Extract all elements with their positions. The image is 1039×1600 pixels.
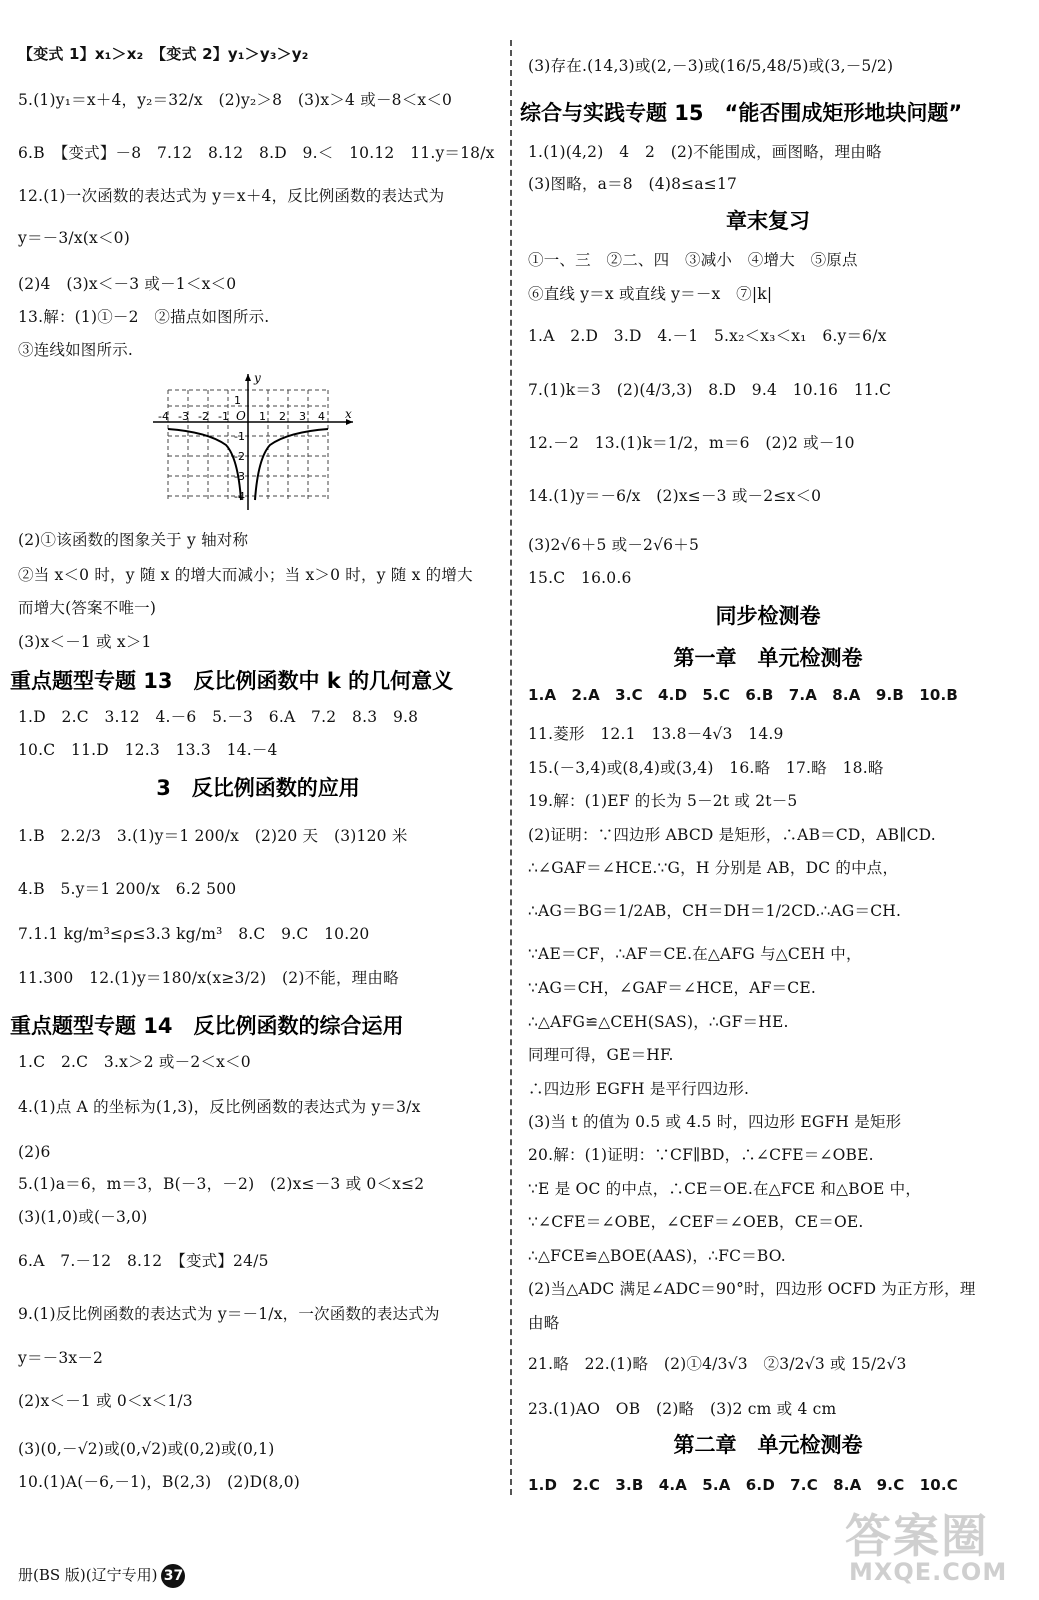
left-answer-line: 10.C 11.D 12.3 13.3 14.－4 [18,741,278,759]
right-answer-line: ∴∠GAF＝∠HCE.∵G，H 分别是 AB，DC 的中点， [528,859,899,877]
right-answer-line: 23.(1)AO OB (2)略 (3)2 cm 或 4 cm [528,1400,837,1418]
left-answer-line: 1.B 2.2/3 3.(1)y＝1 200/x (2)20 天 (3)120 米 [18,827,408,845]
x-tick-label: -3 [178,410,189,423]
right-section-heading: 同步检测卷 [715,604,821,628]
right-section-heading: 第二章 单元检测卷 [673,1433,863,1457]
left-answer-line: 4.B 5.y＝1 200/x 6.2 500 [18,880,237,898]
left-answer-line: (2)6 [18,1143,51,1161]
left-answer-line: 12.(1)一次函数的表达式为 y＝x＋4，反比例函数的表达式为 [18,187,445,205]
left-answer-line: (3)x＜－1 或 x＞1 [18,633,152,651]
y-tick-label: -2 [234,450,245,463]
function-graph [148,370,368,520]
y-tick-label: 1 [234,394,241,407]
right-answer-line: ①一、三 ②二、四 ③减小 ④增大 ⑤原点 [528,251,858,269]
right-answer-line: 19.解：(1)EF 的长为 5－2t 或 2t－5 [528,792,798,810]
left-answer-line: 11.300 12.(1)y＝180/x(x≥3/2) (2)不能，理由略 [18,969,399,987]
left-answer-line: (2)①该函数的图象关于 y 轴对称 [18,531,249,549]
right-answer-line: 同理可得，GE＝HF. [528,1046,674,1064]
x-axis-label: x [345,407,352,421]
right-answer-line: ∴四边形 EGFH 是平行四边形. [528,1080,750,1098]
right-answer-line: (2)证明：∵四边形 ABCD 是矩形，∴AB＝CD，AB∥CD. [528,826,936,844]
left-answer-line: 10.(1)A(－6,－1)，B(2,3) (2)D(8,0) [18,1473,301,1491]
page-footer [18,1564,185,1588]
watermark [835,1500,1025,1590]
curve-right [255,429,328,500]
right-answer-line: 21.略 22.(1)略 (2)①4/3√3 ②3/2√3 或 15/2√3 [528,1355,907,1373]
left-answer-line: 5.(1)y₁＝x＋4，y₂＝32/x (2)y₂＞8 (3)x＞4 或－8＜x＜0 [18,91,453,109]
left-section-heading: 3 反比例函数的应用 [156,776,360,800]
column-divider [510,40,512,1495]
left-answer-line: 4.(1)点 A 的坐标为(1,3)，反比例函数的表达式为 y＝3/x [18,1098,421,1116]
left-answer-line: 6.B 【变式】－8 7.12 8.12 8.D 9.＜ 10.12 11.y＝18/x [18,144,495,162]
right-answer-line: (3)2√6＋5 或－2√6＋5 [528,536,700,554]
x-tick-label: -1 [218,410,229,423]
y-tick-label: -4 [234,490,245,503]
left-answer-line: y＝－3/x(x＜0) [18,229,130,247]
left-answer-line: 而增大(答案不唯一) [18,599,157,617]
x-tick-label: 1 [259,410,266,423]
left-section-heading: 重点题型专题 14 反比例函数的综合运用 [10,1014,404,1038]
left-answer-line: y＝－3x－2 [18,1349,104,1367]
origin-label: O [236,409,246,423]
right-answer-line: 由略 [528,1314,560,1332]
y-tick-label: -1 [234,430,245,443]
right-section-heading: 第一章 单元检测卷 [673,646,863,670]
x-tick-label: 3 [299,410,306,423]
left-answer-line: (2)x＜－1 或 0＜x＜1/3 [18,1392,193,1410]
left-answer-line: (2)4 (3)x＜－3 或－1＜x＜0 [18,275,237,293]
left-answer-line: ②当 x＜0 时，y 随 x 的增大而减小；当 x＞0 时，y 随 x 的增大 [18,566,473,584]
right-answer-line: (2)当△ADC 满足∠ADC＝90°时，四边形 OCFD 为正方形，理 [528,1280,976,1298]
curve-left [168,429,241,500]
left-answer-line: 1.C 2.C 3.x＞2 或－2＜x＜0 [18,1053,251,1071]
x-tick-label: 4 [318,410,325,423]
right-answer-line: 14.(1)y＝－6/x (2)x≤－3 或－2≤x＜0 [528,487,822,505]
right-answer-line: 1.A 2.A 3.C 4.D 5.C 6.B 7.A 8.A 9.B 10.B [528,686,958,704]
right-answer-line: 12.－2 13.(1)k＝1/2，m＝6 (2)2 或－10 [528,434,855,452]
right-answer-line: 1.A 2.D 3.D 4.－1 5.x₂＜x₃＜x₁ 6.y＝6/x [528,327,887,345]
right-answer-line: 15.(－3,4)或(8,4)或(3,4) 16.略 17.略 18.略 [528,759,884,777]
right-answer-line: ∵AE＝CF，∴AF＝CE.在△AFG 与△CEH 中， [528,945,862,963]
right-answer-line: ∵∠CFE＝∠OBE，∠CEF＝∠OEB，CE＝OE. [528,1213,864,1231]
watermark-logo: 答案圈 [845,1509,989,1563]
left-answer-line: 5.(1)a＝6，m＝3，B(－3，－2) (2)x≤－3 或 0＜x≤2 [18,1175,425,1193]
left-answer-line: ③连线如图所示. [18,341,134,359]
right-section-heading: 综合与实践专题 15 “能否围成矩形地块问题” [520,101,963,125]
left-section-heading: 重点题型专题 13 反比例函数中 k 的几何意义 [10,669,454,693]
right-answer-line: ∵AG＝CH，∠GAF＝∠HCE，AF＝CE. [528,979,816,997]
footer-text: 册(BS 版)(辽宁专用) [18,1566,158,1584]
right-answer-line: ⑥直线 y＝x 或直线 y＝－x ⑦|k| [528,285,773,303]
right-answer-line: 1.D 2.C 3.B 4.A 5.A 6.D 7.C 8.A 9.C 10.C [528,1476,958,1494]
right-answer-line: (3)当 t 的值为 0.5 或 4.5 时，四边形 EGFH 是矩形 [528,1113,902,1131]
y-axis-label: y [254,371,261,385]
left-answer-line: 1.D 2.C 3.12 4.－6 5.－3 6.A 7.2 8.3 9.8 [18,708,419,726]
right-answer-line: ∴AG＝BG＝1/2AB，CH＝DH＝1/2CD.∴AG＝CH. [528,902,902,920]
left-answer-line: (3)(1,0)或(－3,0) [18,1208,148,1226]
left-answer-line: (3)(0,－√2)或(0,√2)或(0,2)或(0,1) [18,1440,275,1458]
right-answer-line: 7.(1)k＝3 (2)(4/3,3) 8.D 9.4 10.16 11.C [528,381,892,399]
right-answer-line: ∴△AFG≌△CEH(SAS)，∴GF＝HE. [528,1013,789,1031]
right-answer-line: ∵E 是 OC 的中点，∴CE＝OE.在△FCE 和△BOE 中， [528,1180,922,1198]
x-tick-label: -4 [158,410,169,423]
page-number: 37 [161,1564,185,1588]
left-answer-line: 9.(1)反比例函数的表达式为 y＝－1/x，一次函数的表达式为 [18,1305,440,1323]
right-answer-line: 11.菱形 12.1 13.8－4√3 14.9 [528,725,784,743]
left-answer-line: 13.解：(1)①－2 ②描点如图所示. [18,308,270,326]
watermark-url: MXQE.COM [849,1558,1008,1586]
x-tick-label: 2 [279,410,286,423]
right-answer-line: ∴△FCE≌△BOE(AAS)，∴FC＝BO. [528,1247,786,1265]
right-answer-line: (3)图略，a＝8 (4)8≤a≤17 [528,175,738,193]
right-answer-line: 15.C 16.0.6 [528,569,632,587]
x-tick-label: -2 [198,410,209,423]
right-answer-line: (3)存在.(14,3)或(2,－3)或(16/5,48/5)或(3,－5/2) [528,57,894,75]
left-answer-line: 6.A 7.－12 8.12 【变式】24/5 [18,1252,269,1270]
right-section-heading: 章末复习 [726,209,810,233]
right-answer-line: 20.解：(1)证明：∵CF∥BD，∴∠CFE＝∠OBE. [528,1146,874,1164]
y-tick-label: -3 [234,470,245,483]
left-answer-line: 7.1.1 kg/m³≤ρ≤3.3 kg/m³ 8.C 9.C 10.20 [18,925,370,943]
right-answer-line: 1.(1)(4,2) 4 2 (2)不能围成，画图略，理由略 [528,143,882,161]
left-answer-line: 【变式 1】x₁＞x₂ 【变式 2】y₁＞y₃＞y₂ [18,45,309,63]
